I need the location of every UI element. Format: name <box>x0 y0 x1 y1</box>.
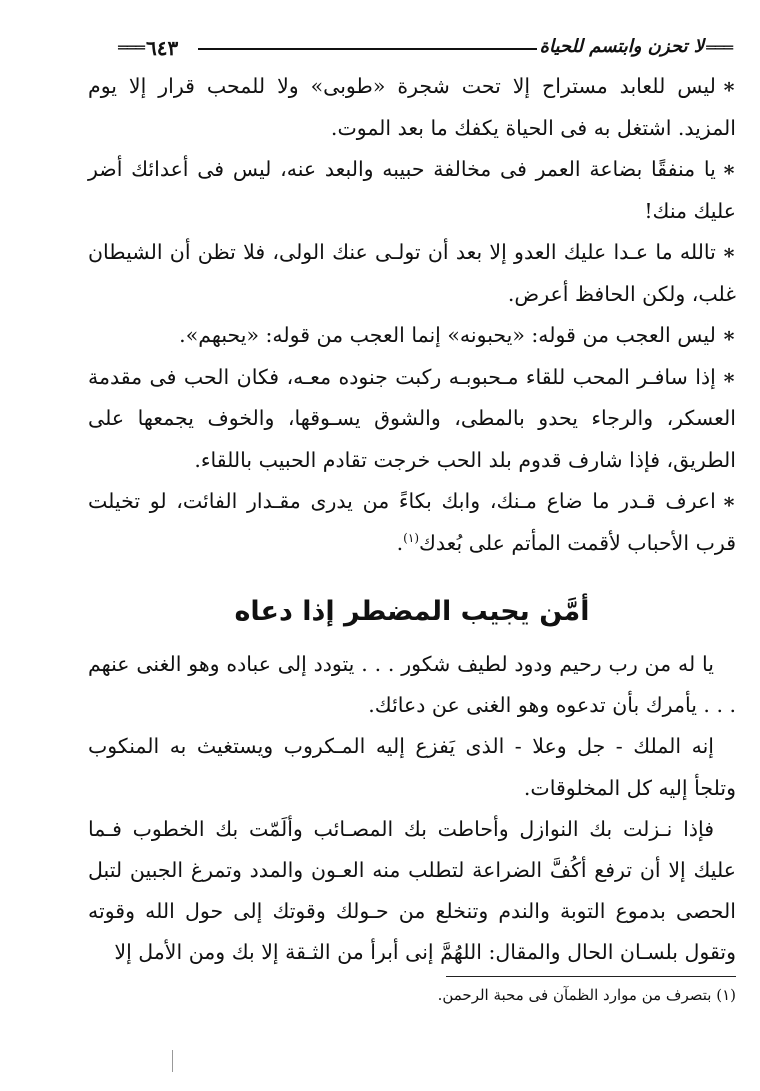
scan-mark <box>172 1050 173 1072</box>
paragraph-text: تالله ما عـدا عليك العدو إلا بعد أن تولـى عنك الولى، فلا تظن أن الشيطان غلب، ولكن الحافظ أعرض. <box>88 240 736 306</box>
bullet-star: ∗ <box>721 74 736 98</box>
paragraph-tail: . <box>396 530 404 555</box>
paragraph: فإذا نـزلت بك النوازل وأحاطت بك المصـائب وألَمّت بك الخطوب فـما عليك إلا أن ترفع أكُفَّ الضراعة لتطلب منه العـون والمدد وتمرغ الجبين لتبل الحصى بدموع التوبة والندم وتنخلع من حـولك وقوتك إلى حول الله وقوته وتقول بلسـان الحال والمقال: اللهُمَّ إنى أبرأ من الثـقة إلا بك ومن الأمل إلا <box>88 816 736 965</box>
bullet-star: ∗ <box>721 157 736 181</box>
bullet-star: ∗ <box>721 240 736 264</box>
paragraph <box>88 232 736 315</box>
paragraph-text: ليس للعابد مستراح إلا تحت شجرة «طوبى» ولا للمحب قرار إلا يوم المزيد. اشتغل به فى الحياة يكفك ما بعد الموت. <box>88 74 736 140</box>
page-number: ٦٤٣ <box>146 36 179 60</box>
paragraph-text: ليس العجب من قوله: «يحبونه» إنما العجب من قوله: «يحبهم». <box>179 323 716 347</box>
paragraph-text: إذا سافـر المحب للقاء مـحبوبـه ركبت جنوده معـه، فكان الحب فى مقدمة العسكر، والرجاء يحدو بالمطى، والشوق يسـوقها، والخوف يجمعها على الطريق، فإذا شارف قدوم بلد الحب خرجت تقادم الحبيب باللقاء. <box>88 364 736 472</box>
header-ornament-left: ═══ <box>118 38 144 57</box>
paragraph: يا له من رب رحيم ودود لطيف شكور . . . يتودد إلى عباده وهو الغنى عنهم . . . يأمرك بأن تدعوه وهو الغنى عن دعائك. <box>88 652 736 718</box>
paragraph <box>88 481 736 564</box>
header-rule <box>198 48 537 50</box>
section-heading: أمَّن يجيب المضطر إذا دعاه <box>234 596 590 627</box>
body-text-top <box>88 66 736 564</box>
paragraph-text: اعرف قـدر ما ضاع مـنك، وابك بكاءً من يدرى مقـدار الفائت، لو تخيلت قرب الأحباب لأقمت المأتم على بُعدك <box>88 489 736 555</box>
bullet-star: ∗ <box>721 323 736 347</box>
header-ornament-right: ═══ <box>706 38 732 57</box>
footnote-divider <box>446 976 736 977</box>
paragraph <box>88 66 736 149</box>
running-title: لا تحزن وابتسم للحياة <box>539 36 704 57</box>
paragraph-text: يا منفقًا بضاعة العمر فى مخالفة حبيبه والبعد عنه، ليس فى أعدائك أضر عليك منك! <box>88 157 736 223</box>
paragraph: إنه الملك - جل وعلا - الذى يَفزع إليه المـكروب ويستغيث به المنكوب وتلجأ إليه كل المخلوقات. <box>88 734 736 800</box>
footnote: (١) بتصرف من موارد الظمآن فى محبة الرحمن. <box>437 986 736 1004</box>
bullet-star: ∗ <box>721 364 736 389</box>
paragraph <box>88 315 736 357</box>
footnote-reference[interactable]: (١) <box>403 530 419 545</box>
paragraph <box>88 357 736 482</box>
bullet-star: ∗ <box>721 489 736 513</box>
paragraph <box>88 149 736 232</box>
body-text-bottom <box>88 644 736 974</box>
running-header <box>118 30 732 64</box>
